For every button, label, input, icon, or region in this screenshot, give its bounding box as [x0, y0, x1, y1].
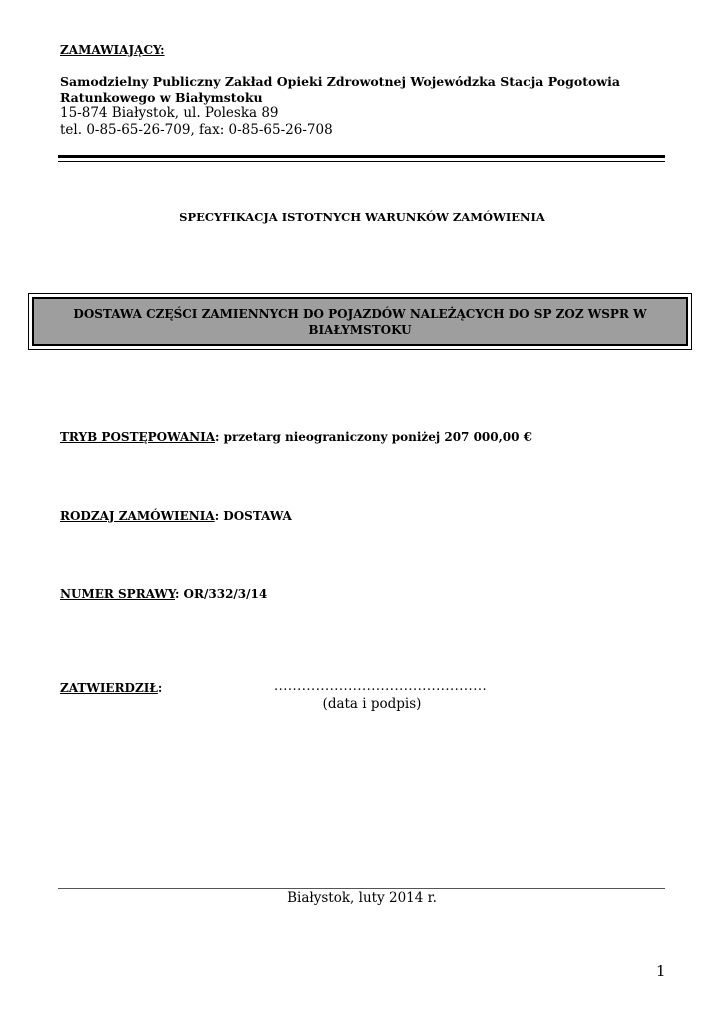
signature-caption: (data i podpis) — [322, 696, 422, 712]
procedure-mode-value: : przetarg nieograniczony poniżej 207 000,00 € — [215, 430, 533, 444]
procedure-mode-row — [60, 430, 532, 444]
header-divider-thin — [58, 161, 665, 162]
document-heading: SPECYFIKACJA ISTOTNYCH WARUNKÓW ZAMÓWIENIA — [179, 210, 545, 224]
case-number-label: NUMER SPRAWY — [60, 587, 175, 601]
approved-by-label: ZATWIERDZIŁ — [60, 681, 158, 695]
subject-title: DOSTAWA CZĘŚCI ZAMIENNYCH DO POJAZDÓW NALEŻĄCYCH DO SP ZOZ WSPR W BIAŁYMSTOKU — [73, 306, 647, 337]
footer-divider — [58, 888, 665, 889]
order-type-row — [60, 509, 292, 523]
case-number-value: : OR/332/3/14 — [174, 587, 268, 601]
place-and-date: Białystok, luty 2014 r. — [287, 890, 437, 906]
orderer-contact: tel. 0-85-65-26-709, fax: 0-85-65-26-708 — [60, 122, 333, 138]
approved-by-row — [60, 681, 162, 695]
order-type-label: RODZAJ ZAMÓWIENIA — [60, 509, 215, 523]
signature-line: .............................................. — [274, 679, 488, 694]
case-number-row — [60, 587, 267, 601]
page-number: 1 — [656, 962, 666, 980]
procedure-mode-label: TRYB POSTĘPOWANIA — [60, 430, 216, 444]
orderer-name-line1: Samodzielny Publiczny Zakład Opieki Zdrowotnej Wojewódzka Stacja Pogotowia — [60, 74, 620, 89]
subject-title-box-inner — [32, 297, 688, 346]
subject-title-box — [28, 293, 692, 350]
orderer-name-line2: Ratunkowego w Białymstoku — [60, 90, 263, 105]
approved-by-colon: : — [157, 681, 163, 695]
orderer-address: 15-874 Białystok, ul. Poleska 89 — [60, 105, 279, 121]
order-type-value: : DOSTAWA — [214, 509, 292, 523]
orderer-label: ZAMAWIAJĄCY: — [60, 43, 165, 57]
header-divider-thick — [58, 155, 665, 158]
